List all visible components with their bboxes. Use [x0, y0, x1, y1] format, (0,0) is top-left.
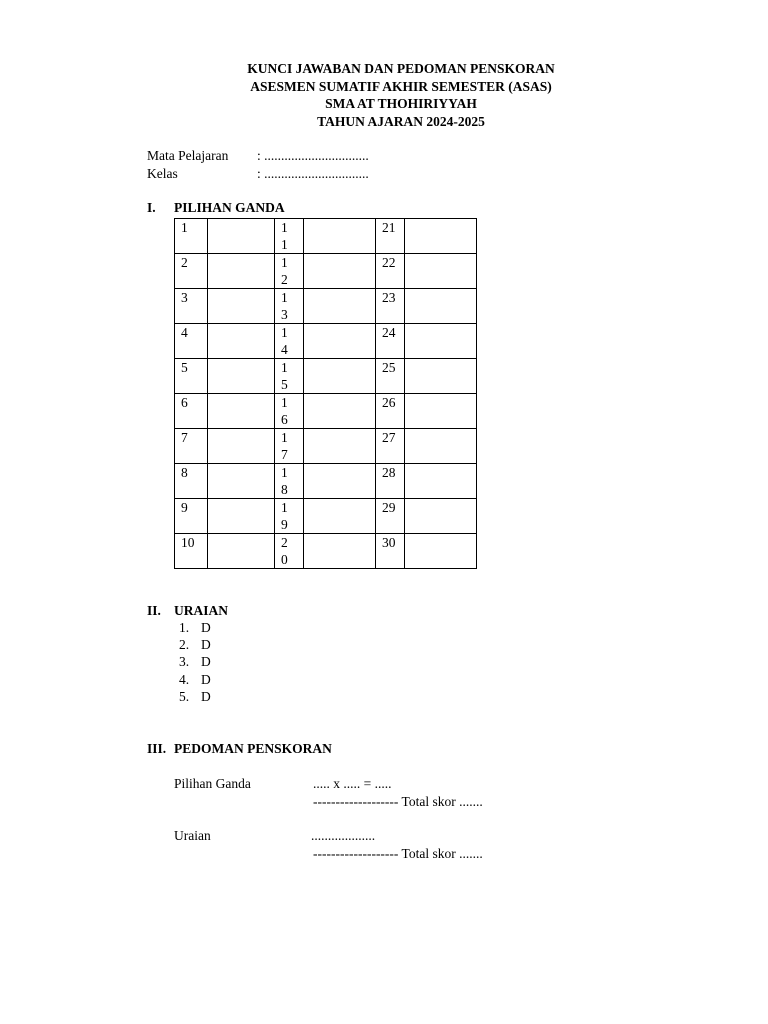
question-number: [275, 394, 304, 429]
question-number-digit: 2: [281, 535, 288, 550]
answer-cell: [208, 394, 275, 429]
question-number-digit: 1: [281, 430, 288, 445]
section2-title: URAIAN: [174, 603, 228, 618]
question-number-digit: 1: [281, 465, 288, 480]
answer-cell: [208, 534, 275, 569]
header-title-line1: KUNCI JAWABAN DAN PEDOMAN PENSKORAN: [247, 61, 555, 76]
section1-roman: I.: [147, 200, 156, 215]
answer-cell: [304, 464, 376, 499]
uraian-number: 4.: [179, 672, 190, 687]
question-number: 21: [376, 219, 405, 254]
table-row: [175, 289, 477, 324]
question-number-digit: 6: [281, 412, 288, 427]
question-number: 30: [376, 534, 405, 569]
question-number: [275, 464, 304, 499]
question-number: 10: [175, 534, 208, 569]
uraian-answer: D: [201, 620, 211, 635]
question-number: [275, 324, 304, 359]
answer-cell: [208, 464, 275, 499]
answer-cell: [405, 499, 477, 534]
question-number-digit: 1: [281, 220, 288, 235]
answer-cell: [405, 464, 477, 499]
question-number: [275, 499, 304, 534]
question-number: 3: [175, 289, 208, 324]
question-number: 9: [175, 499, 208, 534]
question-number: 29: [376, 499, 405, 534]
answer-cell: [304, 289, 376, 324]
question-number-digit: 1: [281, 290, 288, 305]
uraian-number: 1.: [179, 620, 190, 635]
answer-cell: [304, 429, 376, 464]
question-number-digit: 1: [281, 255, 288, 270]
answer-cell: [208, 289, 275, 324]
answer-cell: [304, 324, 376, 359]
question-number: 27: [376, 429, 405, 464]
answer-cell: [405, 429, 477, 464]
uraian-number: 2.: [179, 637, 190, 652]
question-number: 24: [376, 324, 405, 359]
section3-roman: III.: [147, 741, 167, 756]
header-title-line2: ASESMEN SUMATIF AKHIR SEMESTER (ASAS): [250, 79, 552, 94]
table-row: [175, 324, 477, 359]
answer-cell: [208, 254, 275, 289]
question-number-digit: 1: [281, 325, 288, 340]
pilihan-ganda-formula: ..... x ..... = .....: [313, 776, 392, 791]
table-row: [175, 359, 477, 394]
question-number: 8: [175, 464, 208, 499]
question-number-digit: 1: [281, 237, 288, 252]
answer-cell: [208, 324, 275, 359]
table-row: [175, 394, 477, 429]
pilihan-ganda-total: ------------------- Total skor .......: [313, 794, 483, 809]
question-number: 4: [175, 324, 208, 359]
section3-title: PEDOMAN PENSKORAN: [174, 741, 332, 756]
uraian-answer: D: [201, 654, 211, 669]
question-number: 1: [175, 219, 208, 254]
question-number-digit: 1: [281, 500, 288, 515]
question-number-digit: 5: [281, 377, 288, 392]
answer-cell: [405, 254, 477, 289]
answer-cell: [405, 219, 477, 254]
question-number: [275, 534, 304, 569]
question-number-digit: 8: [281, 482, 288, 497]
question-number: 22: [376, 254, 405, 289]
answer-cell: [304, 534, 376, 569]
table-row: [175, 464, 477, 499]
question-number: 23: [376, 289, 405, 324]
uraian-answer: D: [201, 637, 211, 652]
kelas-label: Kelas: [147, 166, 178, 181]
section2-roman: II.: [147, 603, 161, 618]
uraian-answer: D: [201, 672, 211, 687]
answer-cell: [304, 394, 376, 429]
table-row: [175, 499, 477, 534]
question-number: [275, 359, 304, 394]
answer-key-table: [174, 218, 477, 569]
uraian-label: Uraian: [174, 828, 211, 843]
uraian-formula: ...................: [311, 828, 376, 843]
question-number: [275, 254, 304, 289]
question-number: 6: [175, 394, 208, 429]
question-number-digit: 1: [281, 360, 288, 375]
question-number: 26: [376, 394, 405, 429]
answer-cell: [405, 289, 477, 324]
question-number: [275, 289, 304, 324]
mapel-value: : ...............................: [257, 148, 369, 163]
answer-cell: [208, 359, 275, 394]
uraian-number: 5.: [179, 689, 190, 704]
answer-cell: [208, 219, 275, 254]
uraian-answer: D: [201, 689, 211, 704]
kelas-value: : ...............................: [257, 166, 369, 181]
answer-cell: [304, 359, 376, 394]
answer-cell: [304, 219, 376, 254]
answer-cell: [405, 394, 477, 429]
question-number: 7: [175, 429, 208, 464]
uraian-number: 3.: [179, 654, 190, 669]
answer-cell: [405, 534, 477, 569]
question-number: 25: [376, 359, 405, 394]
question-number-digit: 9: [281, 517, 288, 532]
table-row: [175, 429, 477, 464]
answer-cell: [304, 254, 376, 289]
answer-cell: [405, 324, 477, 359]
answer-cell: [405, 359, 477, 394]
question-number: 28: [376, 464, 405, 499]
table-row: [175, 534, 477, 569]
section1-title: PILIHAN GANDA: [174, 200, 285, 215]
question-number-digit: 1: [281, 395, 288, 410]
question-number-digit: 4: [281, 342, 288, 357]
question-number-digit: 0: [281, 552, 288, 567]
question-number-digit: 2: [281, 272, 288, 287]
question-number: [275, 429, 304, 464]
answer-cell: [208, 429, 275, 464]
question-number: 5: [175, 359, 208, 394]
question-number-digit: 7: [281, 447, 288, 462]
table-row: [175, 219, 477, 254]
question-number-digit: 3: [281, 307, 288, 322]
header-title-line3: SMA AT THOHIRIYYAH: [325, 96, 477, 111]
question-number: 2: [175, 254, 208, 289]
header-title-line4: TAHUN AJARAN 2024-2025: [317, 114, 485, 129]
table-row: [175, 254, 477, 289]
uraian-total: ------------------- Total skor .......: [313, 846, 483, 861]
answer-cell: [304, 499, 376, 534]
question-number: [275, 219, 304, 254]
pilihan-ganda-label: Pilihan Ganda: [174, 776, 251, 791]
mapel-label: Mata Pelajaran: [147, 148, 229, 163]
answer-cell: [208, 499, 275, 534]
